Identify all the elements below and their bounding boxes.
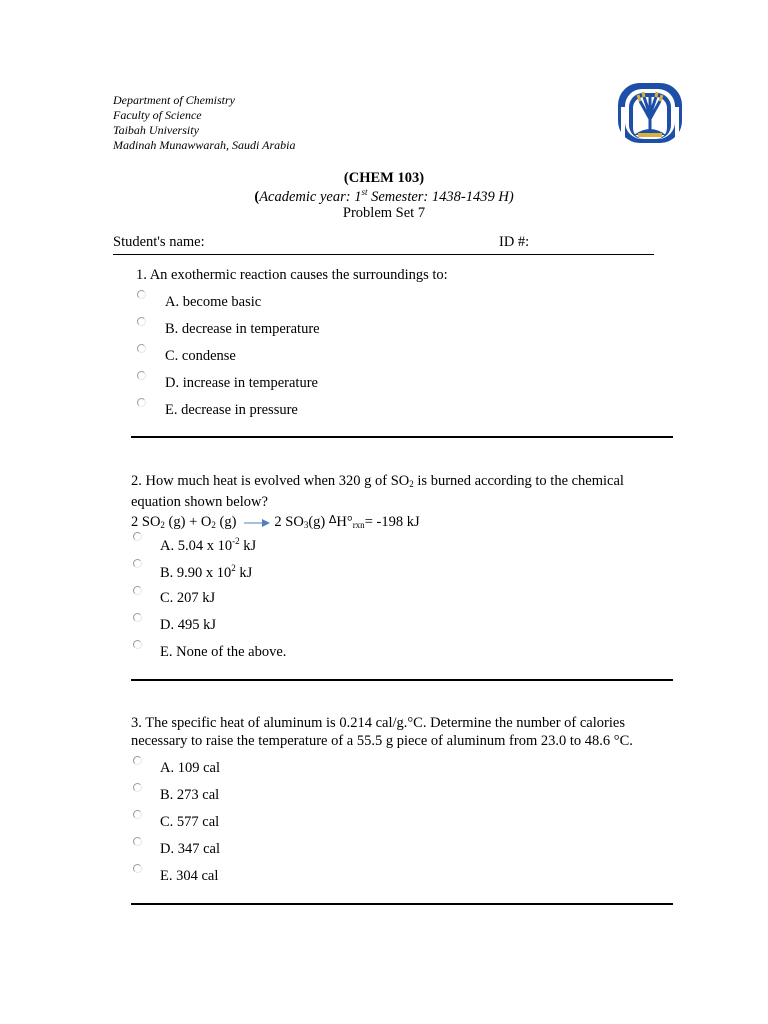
q3-option-e-label: E. 304 cal xyxy=(160,868,219,884)
question-2-text: 2. How much heat is evolved when 320 g of $SO_2$ is burned according to the chemical equation shown below? 2 $SO_2$ $(g) + O_2$ (g) 2 $SO_3(g)$ $^\Delta H^\circ_{rxn}= -198$ kJ xyxy=(131,472,691,534)
q3-option-b-radio[interactable] xyxy=(133,783,142,792)
q1-option-e-label: E. decrease in pressure xyxy=(165,402,298,418)
department-line: Department of Chemistry xyxy=(113,93,235,107)
q3-option-c-radio[interactable] xyxy=(133,810,142,819)
reaction-arrow-icon xyxy=(244,519,270,527)
q3-option-e-radio[interactable] xyxy=(133,864,142,873)
q2-option-b-label: B. 9.90 x $10^2$ kJ xyxy=(160,563,253,581)
q1-option-e-radio[interactable] xyxy=(137,398,146,407)
separator-1 xyxy=(131,436,673,438)
q3-option-c-label: C. 577 cal xyxy=(160,814,220,830)
q1-option-b-radio[interactable] xyxy=(137,317,146,326)
separator-3 xyxy=(131,903,673,905)
q1-option-a-label: A. become basic xyxy=(165,294,262,310)
faculty-line: Faculty of Science xyxy=(113,108,202,122)
delta-symbol: Δ xyxy=(328,513,337,526)
problem-set-title: Problem Set 7 xyxy=(342,205,426,221)
student-name-label: Student's name: xyxy=(113,234,205,250)
question-3-text: 3. The specific heat of aluminum is 0.214 cal/g.°C. Determine the number of calories necessary to raise the temperature of a 55.5 g piece of aluminum from 23.0 to 48.6 °C. xyxy=(131,715,633,749)
q2-option-e-radio[interactable] xyxy=(133,640,142,649)
q1-option-a-radio[interactable] xyxy=(137,290,146,299)
academic-year: (Academic year: 1st Semester: 1438-1439 H) xyxy=(254,187,514,205)
q3-option-a-label: A. 109 cal xyxy=(160,760,220,776)
student-id-label: ID #: xyxy=(499,234,530,250)
city-line: Madinah Munawwarah, Saudi Arabia xyxy=(113,138,296,152)
q2-option-b-radio[interactable] xyxy=(133,559,142,568)
student-info-row xyxy=(113,234,654,255)
q3-option-d-radio[interactable] xyxy=(133,837,142,846)
q1-option-b-label: B. decrease in temperature xyxy=(165,321,320,337)
q3-option-a-radio[interactable] xyxy=(133,756,142,765)
q2-option-c-label: C. 207 kJ xyxy=(160,590,216,606)
q2-option-d-radio[interactable] xyxy=(133,613,142,622)
q3-option-b-label: B. 273 cal xyxy=(160,787,220,803)
q2-option-e-label: E. None of the above. xyxy=(160,644,287,660)
chemical-equation: 2 $SO_2$ $(g) + O_2$ (g) 2 $SO_3(g)$ $^\Delta H^\circ_{rxn}= -198$ kJ xyxy=(131,513,420,530)
department-info xyxy=(113,93,295,153)
q1-option-d-label: D. increase in temperature xyxy=(165,375,318,391)
separator-2 xyxy=(131,679,673,681)
q1-option-c-radio[interactable] xyxy=(137,344,146,353)
q2-option-c-radio[interactable] xyxy=(133,586,142,595)
q3-option-d-label: D. 347 cal xyxy=(160,841,220,857)
q1-option-d-radio[interactable] xyxy=(137,371,146,380)
q2-option-a-label: A. 5.04 x $10^{-2}$ kJ xyxy=(160,536,257,554)
question-1-text: 1. An exothermic reaction causes the surroundings to: xyxy=(136,267,448,283)
course-title: (CHEM 103) xyxy=(343,170,425,186)
university-logo xyxy=(616,77,684,145)
q1-option-c-label: C. condense xyxy=(165,348,236,364)
q2-option-a-radio[interactable] xyxy=(133,532,142,541)
university-line: Taibah University xyxy=(113,123,199,137)
q2-option-d-label: D. 495 kJ xyxy=(160,617,216,633)
